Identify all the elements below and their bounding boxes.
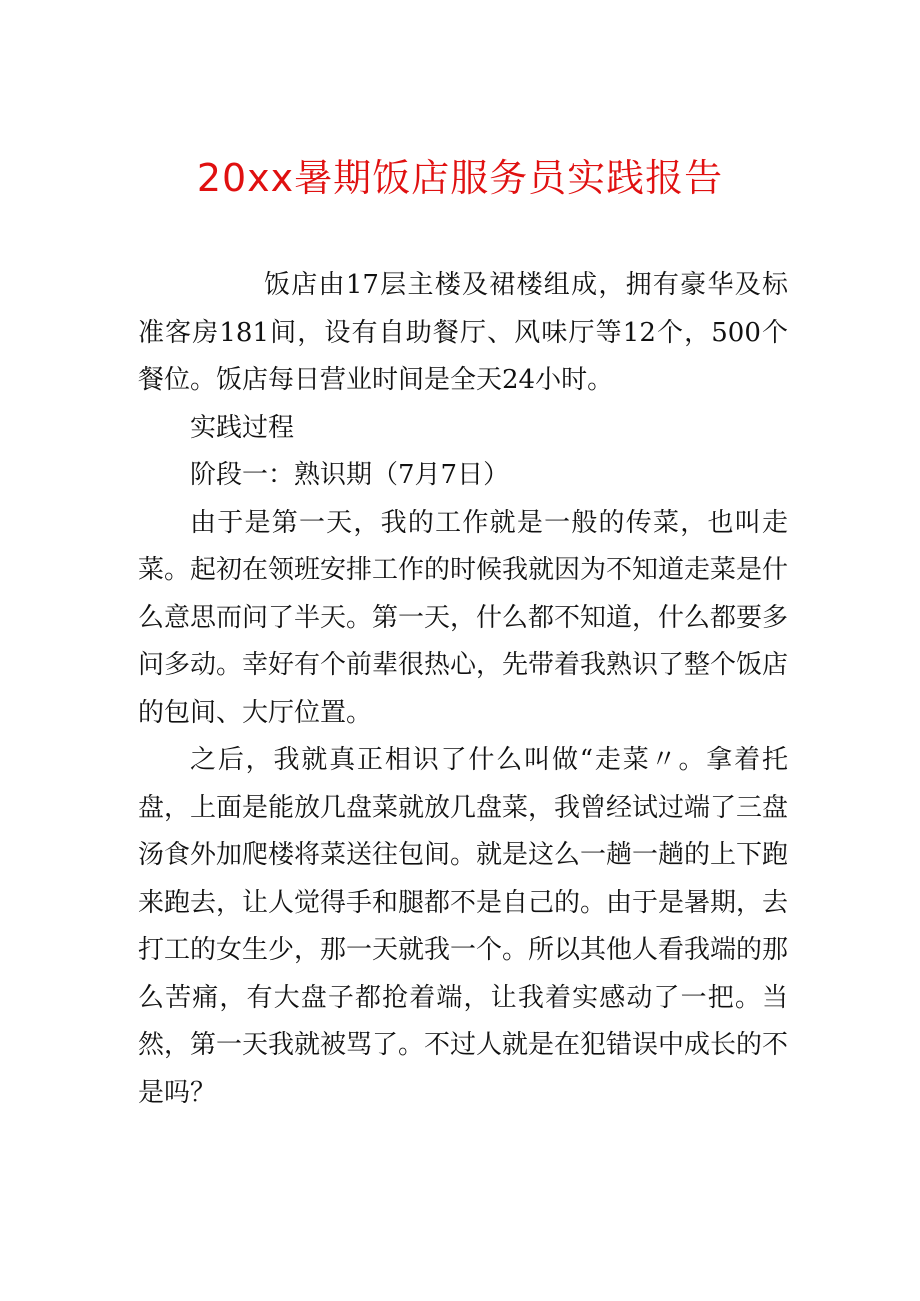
document-body	[138, 262, 788, 1117]
intro-paragraph: 饭店由17层主楼及裙楼组成，拥有豪华及标准客房181间，设有自助餐厅、风味厅等12个，500个餐位。饭店每日营业时间是全天24小时。	[138, 270, 788, 395]
document-title: 20xx暑期饭店服务员实践报告	[196, 156, 724, 200]
section-heading: 实践过程	[190, 412, 295, 443]
body-paragraph-2: 之后，我就真正相识了什么叫做“走菜〃。拿着托盘，上面是能放几盘菜就放几盘菜，我曾经试过端了三盘汤食外加爬楼将菜送往包间。就是这么一趟一趟的上下跑来跑去，让人觉得手和腿都不是自己的。由于是暑期，去打工的女生少，那一天就我一个。所以其他人看我端的那么苦痛，有大盘子都抢着端，让我着实感动了一把。当然，第一天我就被骂了。不过人就是在犯错误中成长的不是吗？	[138, 745, 789, 1108]
body-paragraph-1: 由于是第一天，我的工作就是一般的传菜，也叫走菜。起初在领班安排工作的时候我就因为不知道走菜是什么意思而问了半天。第一天，什么都不知道，什么都要多问多动。幸好有个前辈很热心，先带着我熟识了整个饭店的包间、大厅位置。	[138, 507, 789, 728]
stage-heading: 阶段一：熟识期（7月7日）	[190, 460, 510, 490]
